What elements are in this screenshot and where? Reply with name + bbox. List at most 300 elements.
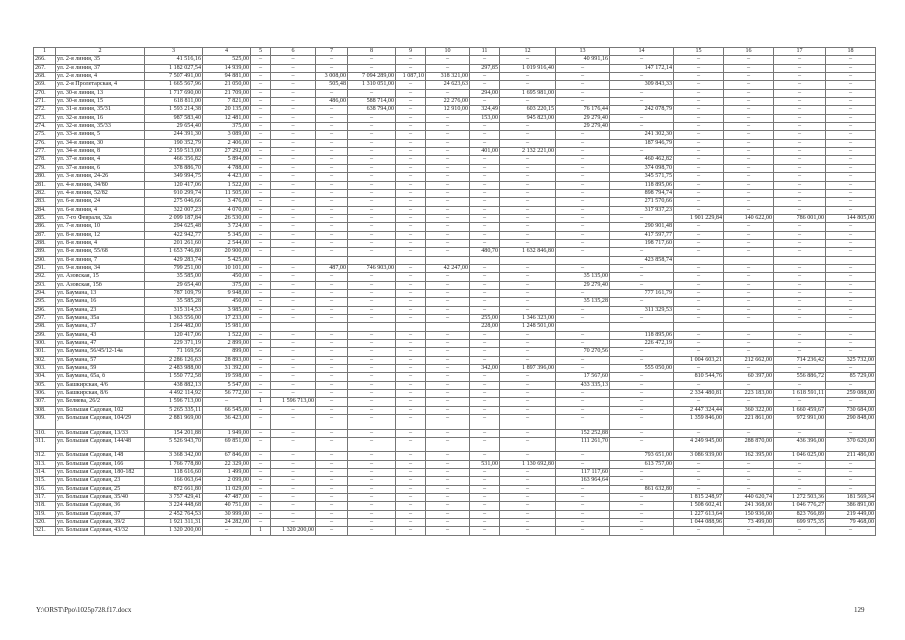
value-cell: – <box>271 468 316 476</box>
value-cell: – <box>556 356 610 364</box>
value-cell: – <box>426 248 470 256</box>
value-cell: – <box>674 231 724 239</box>
value-cell: – <box>316 356 348 364</box>
value-cell: – <box>724 273 774 281</box>
value-cell: – <box>348 315 396 323</box>
address-cell: ул. 6-я линия, 4 <box>56 206 145 214</box>
value-cell: 450,00 <box>203 298 251 306</box>
value-cell: – <box>316 239 348 247</box>
value-cell: – <box>774 340 826 348</box>
address-cell: ул. Большая Садовая, 25 <box>56 485 145 493</box>
value-cell: – <box>470 281 500 289</box>
value-cell: – <box>470 173 500 181</box>
value-cell: – <box>251 298 271 306</box>
value-cell <box>500 256 556 264</box>
value-cell: – <box>500 381 556 389</box>
value-cell: – <box>348 214 396 222</box>
value-cell: 1 130 692,80 <box>500 460 556 468</box>
value-cell: – <box>271 298 316 306</box>
value-cell: – <box>348 156 396 164</box>
value-cell: 21 050,00 <box>203 81 251 89</box>
table-row <box>34 331 876 339</box>
value-cell: 181 569,34 <box>826 493 876 501</box>
address-cell: ул. Большая Садовая, 37 <box>56 510 145 518</box>
value-cell: 1 949,00 <box>203 429 251 437</box>
value-cell: – <box>610 381 674 389</box>
table-row <box>34 123 876 131</box>
row-number-cell: 270. <box>34 89 56 97</box>
row-number-cell: 321. <box>34 527 56 535</box>
value-cell: – <box>251 148 271 156</box>
value-cell: – <box>348 510 396 518</box>
value-cell: – <box>724 289 774 297</box>
value-cell: – <box>470 398 500 406</box>
value-cell: – <box>316 493 348 501</box>
value-cell: 67 846,00 <box>203 452 251 460</box>
value-cell: – <box>774 106 826 114</box>
value-cell: – <box>426 173 470 181</box>
value-cell: – <box>556 89 610 97</box>
value-cell: 799 251,00 <box>145 264 203 272</box>
value-cell: – <box>271 223 316 231</box>
value-cell <box>826 323 876 331</box>
value-cell: – <box>271 415 316 429</box>
value-cell: – <box>826 173 876 181</box>
value-cell: 1 660 459,67 <box>774 406 826 414</box>
value-cell: – <box>271 331 316 339</box>
value-cell: 162 395,00 <box>724 452 774 460</box>
value-cell: 438 882,13 <box>145 381 203 389</box>
value-cell: 73 499,00 <box>724 519 774 527</box>
table-row <box>34 131 876 139</box>
value-cell: 987 583,40 <box>145 114 203 122</box>
value-cell: – <box>396 164 426 172</box>
value-cell: – <box>348 381 396 389</box>
value-cell: 2 099,00 <box>203 477 251 485</box>
value-cell: – <box>396 502 426 510</box>
value-cell: – <box>610 273 674 281</box>
address-cell: ул. 34-я линия, 8 <box>56 148 145 156</box>
value-cell: – <box>316 248 348 256</box>
table-row <box>34 156 876 164</box>
value-cell: – <box>348 239 396 247</box>
value-cell: – <box>396 223 426 231</box>
value-cell: 370 620,00 <box>826 437 876 451</box>
value-cell: 15 981,00 <box>203 323 251 331</box>
table-row <box>34 415 876 429</box>
value-cell: – <box>556 340 610 348</box>
value-cell: – <box>500 56 556 64</box>
value-cell: – <box>396 429 426 437</box>
value-cell <box>826 256 876 264</box>
value-cell: – <box>724 248 774 256</box>
value-cell: – <box>774 139 826 147</box>
value-cell: 311 329,53 <box>610 306 674 314</box>
value-cell: 275 046,66 <box>145 198 203 206</box>
row-number-cell: 302. <box>34 356 56 364</box>
value-cell: 325 732,00 <box>826 356 876 364</box>
value-cell: 3 724,00 <box>203 223 251 231</box>
row-number-cell: 298. <box>34 323 56 331</box>
value-cell: – <box>826 381 876 389</box>
value-cell: – <box>774 289 826 297</box>
value-cell: 3 224 448,68 <box>145 502 203 510</box>
value-cell: – <box>251 273 271 281</box>
value-cell: – <box>316 189 348 197</box>
value-cell: 401,00 <box>470 148 500 156</box>
value-cell <box>774 323 826 331</box>
value-cell: – <box>348 356 396 364</box>
value-cell: 111 261,70 <box>556 437 610 451</box>
value-cell: – <box>556 415 610 429</box>
value-cell: – <box>316 406 348 414</box>
value-cell: 7 821,00 <box>203 98 251 106</box>
value-cell: – <box>348 114 396 122</box>
value-cell: 120 417,06 <box>145 181 203 189</box>
value-cell: – <box>610 429 674 437</box>
value-cell: – <box>348 164 396 172</box>
value-cell: – <box>396 131 426 139</box>
value-cell: – <box>674 89 724 97</box>
value-cell: – <box>470 81 500 89</box>
value-cell: 1 695 981,00 <box>500 89 556 97</box>
value-cell: – <box>251 64 271 72</box>
value-cell: – <box>271 164 316 172</box>
value-cell: – <box>251 139 271 147</box>
value-cell: 746 903,00 <box>348 264 396 272</box>
row-number-cell: 280. <box>34 173 56 181</box>
value-cell: – <box>470 139 500 147</box>
address-cell: ул. 4-я линия, 34/80 <box>56 181 145 189</box>
value-cell: 2 132 221,00 <box>500 148 556 156</box>
table-row <box>34 281 876 289</box>
value-cell: – <box>500 123 556 131</box>
value-cell: – <box>203 398 251 406</box>
value-cell: 730 684,00 <box>826 406 876 414</box>
address-cell: ул. Башкирская, 4/6 <box>56 381 145 389</box>
value-cell: – <box>251 502 271 510</box>
value-cell: – <box>556 331 610 339</box>
value-cell: – <box>316 231 348 239</box>
value-cell: – <box>348 281 396 289</box>
value-cell: – <box>251 306 271 314</box>
value-cell: – <box>271 406 316 414</box>
value-cell: 618 811,00 <box>145 98 203 106</box>
value-cell: – <box>500 281 556 289</box>
value-cell: 19 598,00 <box>203 373 251 381</box>
value-cell: 271 570,66 <box>610 198 674 206</box>
value-cell: – <box>724 298 774 306</box>
value-cell: 1 248 501,00 <box>500 323 556 331</box>
value-cell: – <box>724 348 774 356</box>
value-cell: – <box>826 239 876 247</box>
value-cell: – <box>774 429 826 437</box>
table-row <box>34 348 876 356</box>
value-cell: – <box>396 123 426 131</box>
value-cell: – <box>316 223 348 231</box>
value-cell: 1 046 776,27 <box>774 502 826 510</box>
value-cell: – <box>500 306 556 314</box>
value-cell: – <box>610 148 674 156</box>
value-cell: – <box>774 398 826 406</box>
value-cell: 375,00 <box>203 281 251 289</box>
value-cell: 1 508 602,41 <box>674 502 724 510</box>
value-cell: 714 236,42 <box>774 356 826 364</box>
value-cell: – <box>271 452 316 460</box>
value-cell: – <box>674 73 724 81</box>
value-cell: – <box>674 365 724 373</box>
value-cell: – <box>470 214 500 222</box>
value-cell: 315 314,53 <box>145 306 203 314</box>
value-cell: – <box>316 173 348 181</box>
value-cell: – <box>271 56 316 64</box>
address-cell: ул. Большая Садовая, 180-182 <box>56 468 145 476</box>
value-cell: – <box>674 223 724 231</box>
value-cell: – <box>426 64 470 72</box>
value-cell: – <box>426 519 470 527</box>
value-cell: – <box>271 214 316 222</box>
value-cell: – <box>251 198 271 206</box>
value-cell: 2 899,00 <box>203 340 251 348</box>
address-cell: ул. 31-я линия, 35/31 <box>56 106 145 114</box>
value-cell: – <box>271 239 316 247</box>
value-cell: – <box>470 381 500 389</box>
value-cell: – <box>271 510 316 518</box>
value-cell: – <box>674 164 724 172</box>
value-cell: – <box>251 248 271 256</box>
value-cell: – <box>251 239 271 247</box>
address-cell: ул. Бауманa, 57 <box>56 356 145 364</box>
value-cell: – <box>396 381 426 389</box>
value-cell: – <box>470 429 500 437</box>
value-cell: 56 772,00 <box>203 390 251 398</box>
value-cell: – <box>426 373 470 381</box>
value-cell: – <box>316 106 348 114</box>
table-row <box>34 223 876 231</box>
value-cell: – <box>774 206 826 214</box>
value-cell: 242 078,79 <box>610 106 674 114</box>
value-cell: – <box>470 189 500 197</box>
value-cell: – <box>674 281 724 289</box>
table-row <box>34 452 876 460</box>
value-cell: 219 449,00 <box>826 510 876 518</box>
value-cell: – <box>348 398 396 406</box>
value-cell: – <box>500 298 556 306</box>
value-cell: 1 815 248,97 <box>674 493 724 501</box>
value-cell: – <box>500 181 556 189</box>
value-cell: 480,70 <box>470 248 500 256</box>
value-cell: – <box>316 468 348 476</box>
value-cell: – <box>348 173 396 181</box>
row-number-cell: 316. <box>34 485 56 493</box>
value-cell: – <box>610 123 674 131</box>
value-cell: – <box>316 289 348 297</box>
value-cell: – <box>251 477 271 485</box>
value-cell: 2 099 187,84 <box>145 214 203 222</box>
value-cell: – <box>251 98 271 106</box>
value-cell: – <box>348 231 396 239</box>
value-cell: 1 522,00 <box>203 181 251 189</box>
value-cell: – <box>826 98 876 106</box>
column-header: 8 <box>348 48 396 56</box>
value-cell: – <box>724 73 774 81</box>
value-cell: – <box>774 81 826 89</box>
value-cell: – <box>470 131 500 139</box>
address-cell: ул. Бауманa, 59 <box>56 365 145 373</box>
value-cell: – <box>426 181 470 189</box>
value-cell <box>556 323 610 331</box>
value-cell: – <box>251 173 271 181</box>
value-cell: – <box>426 164 470 172</box>
value-cell: – <box>774 468 826 476</box>
value-cell: – <box>426 231 470 239</box>
value-cell: – <box>426 452 470 460</box>
value-cell: – <box>724 81 774 89</box>
value-cell: – <box>826 273 876 281</box>
value-cell: – <box>426 56 470 64</box>
value-cell: – <box>724 106 774 114</box>
value-cell: – <box>251 485 271 493</box>
table-row <box>34 89 876 97</box>
value-cell: 1 766 778,80 <box>145 460 203 468</box>
value-cell: – <box>826 264 876 272</box>
value-cell: 5 425,00 <box>203 256 251 264</box>
value-cell: 1 522,00 <box>203 331 251 339</box>
value-cell: 9 948,00 <box>203 289 251 297</box>
value-cell: – <box>556 64 610 72</box>
table-row <box>34 315 876 323</box>
value-cell: – <box>251 437 271 451</box>
value-cell: 24 282,00 <box>203 519 251 527</box>
value-cell: 17 567,60 <box>556 373 610 381</box>
value-cell: 3 008,00 <box>316 73 348 81</box>
value-cell: – <box>348 331 396 339</box>
address-cell: ул. Большая Садовая, 13/33 <box>56 429 145 437</box>
value-cell: – <box>348 206 396 214</box>
value-cell: 117 117,60 <box>556 468 610 476</box>
value-cell: – <box>348 519 396 527</box>
value-cell: 35 135,28 <box>556 298 610 306</box>
value-cell: – <box>674 298 724 306</box>
value-cell: 35 585,00 <box>145 273 203 281</box>
value-cell: – <box>426 223 470 231</box>
value-cell: 28 893,00 <box>203 356 251 364</box>
value-cell: – <box>251 429 271 437</box>
row-number-cell: 290. <box>34 256 56 264</box>
column-header: 6 <box>271 48 316 56</box>
value-cell: 27 292,00 <box>203 148 251 156</box>
value-cell: – <box>556 148 610 156</box>
value-cell: – <box>774 381 826 389</box>
value-cell: – <box>271 123 316 131</box>
value-cell: – <box>251 365 271 373</box>
address-cell: ул. Бауманa, 13 <box>56 289 145 297</box>
value-cell: – <box>348 373 396 381</box>
value-cell: 69 851,00 <box>203 437 251 451</box>
value-cell: 1 264 482,00 <box>145 323 203 331</box>
value-cell: – <box>556 264 610 272</box>
value-cell: 5 894,00 <box>203 156 251 164</box>
value-cell: – <box>348 493 396 501</box>
value-cell: – <box>826 248 876 256</box>
value-cell: – <box>470 273 500 281</box>
value-cell: 972 991,00 <box>774 415 826 429</box>
value-cell: – <box>396 198 426 206</box>
value-cell: 440 620,74 <box>724 493 774 501</box>
value-cell: – <box>348 390 396 398</box>
value-cell: 342,00 <box>470 365 500 373</box>
address-cell: ул. Башкирская, 8/6 <box>56 390 145 398</box>
value-cell: – <box>251 519 271 527</box>
value-cell: 40 991,16 <box>556 56 610 64</box>
value-cell: – <box>774 264 826 272</box>
value-cell: – <box>426 477 470 485</box>
value-cell: – <box>724 306 774 314</box>
value-cell: – <box>470 468 500 476</box>
value-cell: – <box>724 264 774 272</box>
value-cell: 360 322,00 <box>724 406 774 414</box>
value-cell: – <box>348 340 396 348</box>
value-cell: – <box>724 64 774 72</box>
value-cell: 2 452 764,53 <box>145 510 203 518</box>
value-cell: 777 161,79 <box>610 289 674 297</box>
value-cell: 603 220,15 <box>500 106 556 114</box>
value-cell: 212 662,00 <box>724 356 774 364</box>
row-number-cell: 282. <box>34 189 56 197</box>
value-cell: – <box>556 239 610 247</box>
value-cell: – <box>316 477 348 485</box>
value-cell: – <box>316 365 348 373</box>
row-number-cell: 288. <box>34 239 56 247</box>
value-cell: 1 320 200,00 <box>271 527 316 535</box>
value-cell: – <box>271 306 316 314</box>
value-cell: – <box>348 406 396 414</box>
value-cell: – <box>826 164 876 172</box>
table-row <box>34 231 876 239</box>
value-cell: 297,85 <box>470 64 500 72</box>
value-cell: – <box>271 248 316 256</box>
table-row <box>34 81 876 89</box>
value-cell: – <box>610 348 674 356</box>
value-cell: 433 335,13 <box>556 381 610 389</box>
value-cell: 4 249 945,00 <box>674 437 724 451</box>
value-cell: – <box>348 415 396 429</box>
value-cell: – <box>426 315 470 323</box>
value-cell: – <box>500 264 556 272</box>
value-cell: – <box>426 437 470 451</box>
value-cell: – <box>826 206 876 214</box>
value-cell: – <box>396 340 426 348</box>
value-cell: 375,00 <box>203 123 251 131</box>
value-cell: 793 651,00 <box>610 452 674 460</box>
value-cell: – <box>348 429 396 437</box>
value-cell: 318 321,00 <box>426 73 470 81</box>
value-cell: – <box>316 281 348 289</box>
value-cell: – <box>556 139 610 147</box>
value-cell: – <box>271 189 316 197</box>
value-cell: 638 794,00 <box>348 106 396 114</box>
value-cell: – <box>316 460 348 468</box>
value-cell: – <box>396 437 426 451</box>
value-cell <box>251 256 271 264</box>
value-cell: – <box>251 264 271 272</box>
value-cell: – <box>396 356 426 364</box>
value-cell: – <box>396 477 426 485</box>
value-cell: – <box>556 98 610 106</box>
value-cell: – <box>556 502 610 510</box>
value-cell: – <box>674 289 724 297</box>
value-cell: 20 900,00 <box>203 248 251 256</box>
